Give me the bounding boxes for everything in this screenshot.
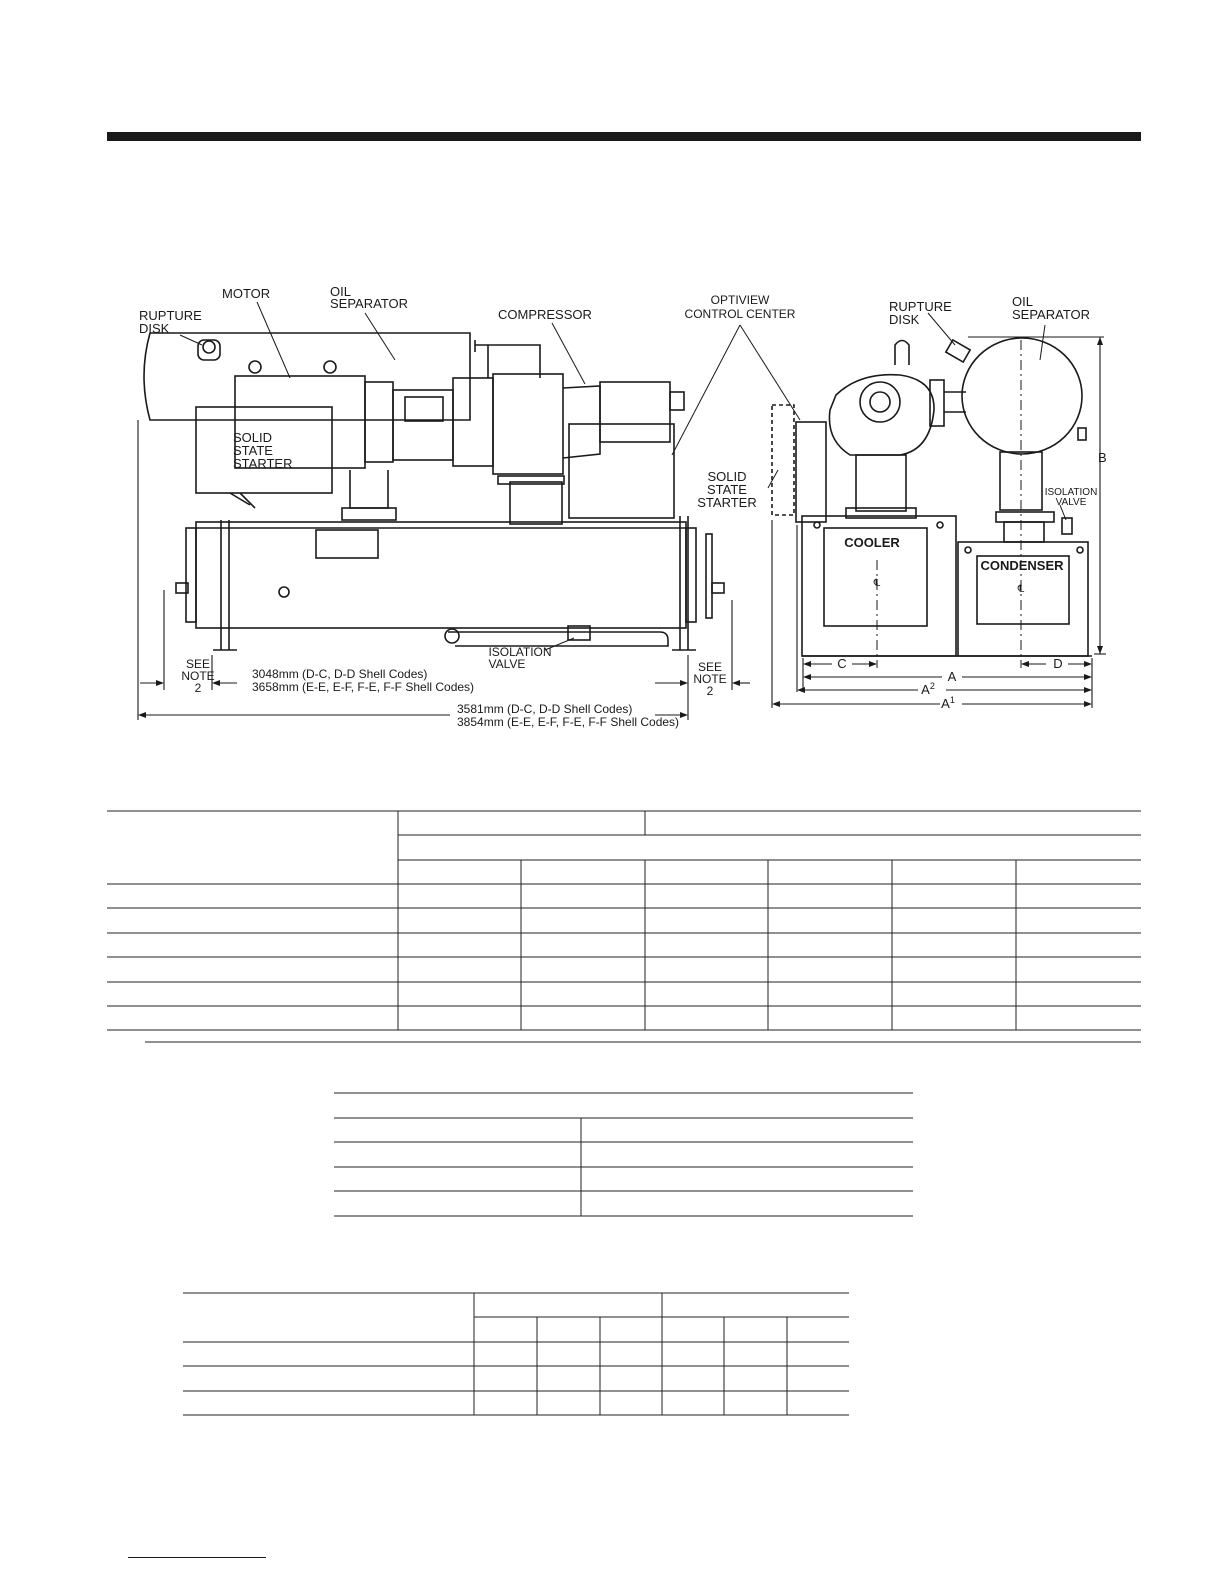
label-see-note-left-1: SEE <box>185 657 211 671</box>
dim-inner-1: 3048mm (D-C, D-D Shell Codes) <box>252 667 428 681</box>
dim-label-b: B <box>1098 450 1107 465</box>
label-oil-separator-end-1: OIL <box>1012 294 1033 309</box>
label-see-note-right-2: NOTE <box>693 672 727 686</box>
label-oil-separator-side-1: OIL <box>330 284 351 299</box>
centerline-condenser: ℄ <box>1017 584 1025 595</box>
label-see-note-right-1: SEE <box>697 660 723 674</box>
dim-inner-2: 3658mm (E-E, E-F, F-E, F-F Shell Codes) <box>252 680 475 694</box>
label-condenser: CONDENSER <box>980 558 1064 573</box>
label-isolation-valve-side-2: VALVE <box>488 657 526 671</box>
label-sss-side-3: STARTER <box>233 456 293 471</box>
dim-outer-2: 3854mm (E-E, E-F, F-E, F-F Shell Codes) <box>457 715 680 729</box>
label-isolation-valve-end-1: ISOLATION <box>1044 487 1098 498</box>
label-optiview-1: OPTIVIEW <box>710 293 770 307</box>
label-sss-side-2: STATE <box>233 443 273 458</box>
label-rupture-disk-side-1: RUPTURE <box>139 308 202 323</box>
label-sss-side-1: SOLID <box>233 430 273 445</box>
dim-label-a1: $A^1$ <box>941 695 955 711</box>
label-oil-separator-side-2: SEPARATOR <box>330 296 409 311</box>
label-see-note-right-3: 2 <box>706 684 714 698</box>
label-optiview-2: CONTROL CENTER <box>684 307 796 321</box>
label-motor: MOTOR <box>222 286 271 301</box>
label-sss-end-1: SOLID <box>707 469 747 484</box>
label-rupture-disk-side-2: DISK <box>139 321 170 336</box>
label-oil-separator-end-2: SEPARATOR <box>1012 307 1091 322</box>
label-see-note-left-3: 2 <box>194 681 202 695</box>
label-cooler: COOLER <box>844 535 900 550</box>
footnote-rule <box>128 1557 266 1558</box>
dim-label-a: A <box>947 669 957 684</box>
label-rupture-disk-end-2: DISK <box>889 312 920 327</box>
dim-label-a2: $A^2$ <box>921 681 935 697</box>
dim-label-c: C <box>837 656 847 671</box>
label-sss-end-3: STARTER <box>697 495 757 510</box>
label-rupture-disk-end-1: RUPTURE <box>889 299 952 314</box>
label-see-note-left-2: NOTE <box>181 669 215 683</box>
dim-outer-1: 3581mm (D-C, D-D Shell Codes) <box>457 702 633 716</box>
centerline-cooler: ℄ <box>873 578 881 589</box>
label-compressor: COMPRESSOR <box>498 307 592 322</box>
label-isolation-valve-end-2: VALVE <box>1055 497 1087 508</box>
label-sss-end-2: STATE <box>707 482 747 497</box>
dim-label-d: D <box>1053 656 1063 671</box>
label-isolation-valve-side-1: ISOLATION <box>488 645 552 659</box>
